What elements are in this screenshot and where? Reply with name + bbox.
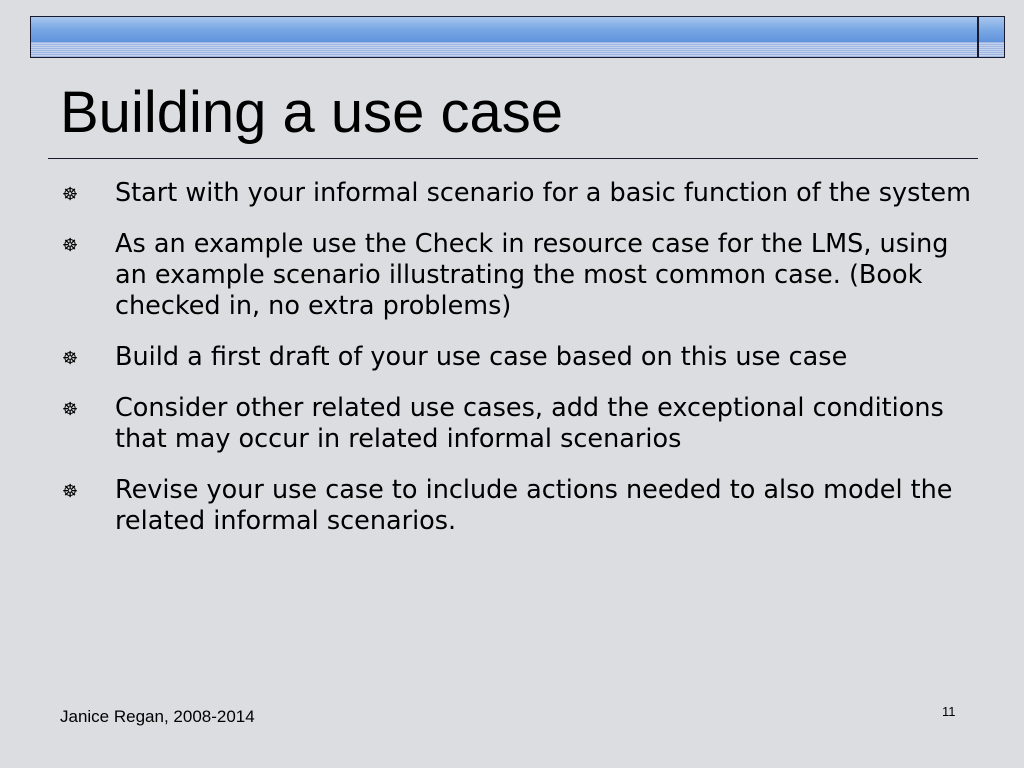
footer-author: Janice Regan, 2008-2014	[60, 707, 255, 726]
header-corner-stripe	[978, 42, 1005, 58]
bullet-item	[60, 475, 975, 537]
bullet-text: Revise your use case to include actions needed to also model the related informal scenarios.	[115, 475, 953, 536]
ship-wheel-icon: ☸	[62, 348, 79, 369]
header-gradient-bar	[30, 16, 978, 44]
bullet-list	[60, 178, 975, 557]
bullet-text: Build a first draft of your use case based on this use case	[115, 342, 848, 372]
bullet-item	[60, 229, 975, 322]
title-divider	[48, 158, 978, 159]
ship-wheel-icon: ☸	[62, 184, 79, 205]
slide-title: Building a use case	[60, 80, 563, 145]
ship-wheel-icon: ☸	[62, 235, 79, 256]
bullet-text: Start with your informal scenario for a basic function of the system	[115, 178, 971, 208]
ship-wheel-icon: ☸	[62, 481, 79, 502]
bullet-text: As an example use the Check in resource case for the LMS, using an example scenario illustrating the most common case. (Book checked in, no extra problems)	[115, 229, 949, 321]
header-corner-block	[978, 16, 1005, 44]
page-number: 11	[942, 704, 956, 719]
bullet-item	[60, 342, 975, 373]
header-striped-bar	[30, 42, 978, 58]
bullet-text: Consider other related use cases, add the exceptional conditions that may occur in related informal scenarios	[115, 393, 944, 454]
bullet-item	[60, 178, 975, 209]
ship-wheel-icon: ☸	[62, 399, 79, 420]
bullet-item	[60, 393, 975, 455]
